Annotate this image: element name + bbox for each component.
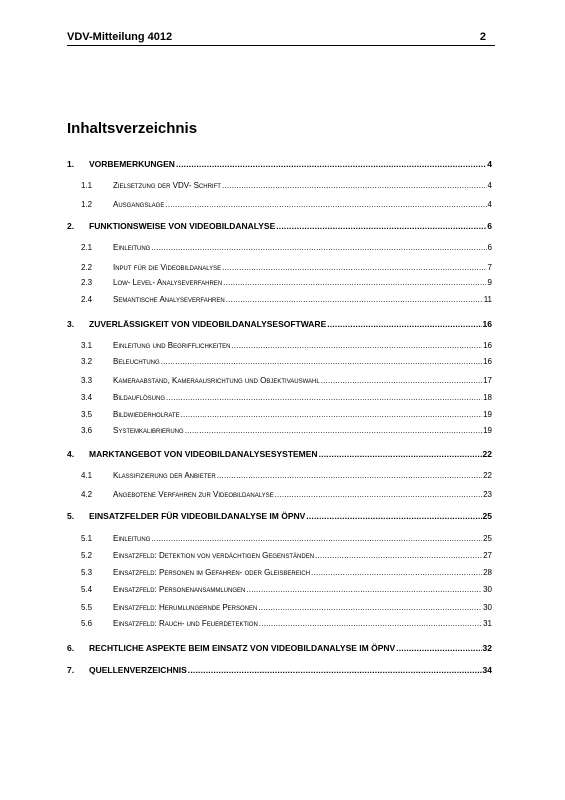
toc-entry-page: 16 (482, 319, 492, 329)
toc-entry-page: 18 (483, 393, 492, 402)
toc-entry[interactable] (67, 356, 492, 368)
toc-leader-dots (231, 340, 482, 352)
toc-leader-dots (275, 489, 483, 501)
toc-leader-dots (258, 602, 482, 614)
toc-entry-label: Semantische Analyseverfahren (113, 295, 225, 304)
toc-entry[interactable] (67, 567, 492, 579)
toc-entry-number: 1. (67, 159, 75, 169)
toc-entry-label: RECHTLICHE ASPEKTE BEIM EINSATZ VON VIDEOBILDANALYSE IM ÖPNV (89, 643, 396, 653)
toc-entry-line (89, 510, 492, 522)
toc-entry-label: ZUVERLÄSSIGKEIT VON VIDEOBILDANALYSESOFTWARE (89, 319, 327, 329)
toc-entry-page: 4 (487, 181, 492, 190)
toc-leader-dots (315, 550, 482, 562)
toc-entry[interactable] (67, 510, 492, 522)
toc-leader-dots (217, 470, 482, 482)
toc-entry[interactable] (67, 242, 492, 254)
toc-entry-number: 5.4 (81, 585, 93, 594)
toc-entry-page: 23 (483, 490, 492, 499)
toc-entry-line (113, 356, 492, 368)
toc-entry[interactable] (67, 533, 492, 545)
toc-entry-line (113, 242, 492, 254)
toc-entry-page: 11 (483, 295, 492, 304)
toc-entry-number: 5. (67, 511, 75, 521)
toc-entry-label: Bildwiederholrate (113, 410, 180, 419)
toc-entry-number: 3.5 (81, 410, 93, 419)
toc-entry-label: Einsatzfeld: Detektion von verdächtigen Gegenständen (113, 551, 315, 560)
toc-entry-number: 5.3 (81, 568, 93, 577)
toc-leader-dots (306, 510, 481, 522)
toc-entry-page: 28 (483, 568, 492, 577)
toc-leader-dots (165, 199, 486, 211)
toc-entry-label: Einleitung und Begrifflichkeiten (113, 341, 231, 350)
toc-entry-page: 7 (487, 263, 492, 272)
toc-leader-dots (246, 584, 482, 596)
toc-entry-number: 5.6 (81, 619, 93, 628)
toc-entry-number: 4. (67, 449, 75, 459)
toc-entry-line (113, 294, 492, 306)
toc-entry-line (113, 618, 492, 630)
toc-leader-dots (151, 533, 482, 545)
toc-entry-number: 3. (67, 319, 75, 329)
toc-leader-dots (222, 262, 486, 274)
toc-leader-dots (166, 392, 482, 404)
toc-entry[interactable] (67, 277, 492, 289)
toc-entry-number: 4.2 (81, 490, 93, 499)
toc-entry-line (89, 220, 492, 232)
toc-entry-line (113, 392, 492, 404)
toc-entry[interactable] (67, 584, 492, 596)
toc-entry[interactable] (67, 262, 492, 274)
toc-entry-line (89, 158, 492, 170)
toc-entry-line (113, 567, 492, 579)
toc-entry[interactable] (67, 448, 492, 460)
toc-entry-label: Einleitung (113, 534, 151, 543)
toc-entry[interactable] (67, 470, 492, 482)
toc-entry-label: Einsatzfeld: Herumlungernde Personen (113, 603, 258, 612)
toc-entry-line (113, 340, 492, 352)
toc-entry-page: 34 (482, 665, 492, 675)
toc-entry-line (113, 425, 492, 437)
toc-entry-line (89, 318, 492, 330)
toc-entry-label: Einsatzfeld: Personen im Gefahren- oder Gleisbereich (113, 568, 311, 577)
toc-entry-number: 3.3 (81, 376, 93, 385)
toc-entry-page: 4 (487, 159, 492, 169)
page-number: 2 (479, 31, 486, 43)
toc-entry[interactable] (67, 664, 492, 676)
toc-entry-number: 1.2 (81, 200, 93, 209)
toc-entry-page: 30 (483, 603, 492, 612)
toc-entry-label: Einleitung (113, 243, 151, 252)
toc-entry-number: 3.6 (81, 426, 93, 435)
toc-entry-label: Ausgangslage (113, 200, 165, 209)
toc-entry-number: 2.1 (81, 243, 93, 252)
toc-leader-dots (181, 409, 483, 421)
toc-entry-page: 31 (483, 619, 492, 628)
toc-leader-dots (185, 425, 482, 437)
toc-entry-line (113, 584, 492, 596)
toc-leader-dots (151, 242, 486, 254)
toc-entry-line (113, 375, 492, 387)
toc-entry-page: 19 (483, 426, 492, 435)
toc-entry[interactable] (67, 375, 492, 387)
toc-entry-number: 3.2 (81, 357, 93, 366)
toc-entry-line (113, 489, 492, 501)
page-header (67, 31, 495, 46)
toc-leader-dots (319, 448, 482, 460)
toc-entry-page: 6 (487, 221, 492, 231)
toc-entry[interactable] (67, 180, 492, 192)
toc-entry-line (113, 533, 492, 545)
toc-entry-label: MARKTANGEBOT VON VIDEOBILDANALYSESYSTEMEN (89, 449, 318, 459)
toc-entry-page: 9 (487, 278, 492, 287)
toc-entry[interactable] (67, 294, 492, 306)
toc-entry-label: FUNKTIONSWEISE VON VIDEOBILDANALYSE (89, 221, 276, 231)
toc-leader-dots (327, 318, 481, 330)
toc-leader-dots (176, 158, 486, 170)
toc-entry-label: Low- Level- Analyseverfahren (113, 278, 223, 287)
toc-entry[interactable] (67, 199, 492, 211)
toc-entry-line (113, 602, 492, 614)
toc-leader-dots (223, 277, 486, 289)
toc-entry-line (113, 262, 492, 274)
toc-entry[interactable] (67, 602, 492, 614)
toc-entry[interactable] (67, 489, 492, 501)
toc-entry[interactable] (67, 392, 492, 404)
toc-entry-page: 32 (482, 643, 492, 653)
toc-entry-page: 22 (482, 449, 492, 459)
toc-entry[interactable] (67, 158, 492, 170)
toc-entry-label: Input für die Videobildanalyse (113, 263, 222, 272)
document-title: VDV-Mitteilung 4012 (67, 31, 173, 43)
toc-entry[interactable] (67, 550, 492, 562)
toc-entry-line (89, 448, 492, 460)
toc-entry-number: 3.1 (81, 341, 93, 350)
toc-entry[interactable] (67, 340, 492, 352)
toc-entry-number: 2.2 (81, 263, 93, 272)
toc-entry-number: 1.1 (81, 181, 93, 190)
toc-entry-number: 4.1 (81, 471, 93, 480)
toc-entry-label: Zielsetzung der VDV- Schrift (113, 181, 221, 190)
toc-entry-page: 19 (483, 410, 492, 419)
toc-entry-line (113, 470, 492, 482)
toc-leader-dots (188, 664, 482, 676)
toc-entry[interactable] (67, 409, 492, 421)
toc-entry-page: 17 (483, 376, 492, 385)
toc-entry-page: 27 (483, 551, 492, 560)
toc-entry[interactable] (67, 220, 492, 232)
toc-entry-label: Klassifizierung der Anbieter (113, 471, 216, 480)
toc-entry[interactable] (67, 618, 492, 630)
toc-leader-dots (396, 642, 481, 654)
toc-entry-page: 16 (483, 341, 492, 350)
toc-entry-number: 5.2 (81, 551, 93, 560)
toc-entry-label: VORBEMERKUNGEN (89, 159, 175, 169)
toc-entry-page: 22 (483, 471, 492, 480)
toc-entry-label: EINSATZFELDER FÜR VIDEOBILDANALYSE IM ÖPNV (89, 511, 306, 521)
toc-entry-page: 30 (483, 585, 492, 594)
toc-entry-line (89, 642, 492, 654)
toc-entry-label: Einsatzfeld: Personenansammlungen (113, 585, 246, 594)
toc-entry-label: Angebotene Verfahren zur Videobildanalyse (113, 490, 274, 499)
toc-entry-line (113, 180, 492, 192)
toc-entry-number: 3.4 (81, 393, 93, 402)
toc-leader-dots (222, 180, 487, 192)
toc-entry-label: QUELLENVERZEICHNIS (89, 665, 187, 675)
toc-entry[interactable] (67, 425, 492, 437)
toc-entry-page: 4 (487, 200, 492, 209)
toc-leader-dots (161, 356, 482, 368)
toc-entry-label: Bildauflösung (113, 393, 166, 402)
toc-entry-number: 7. (67, 665, 75, 675)
toc-entry-line (89, 664, 492, 676)
toc-entry-page: 25 (482, 511, 492, 521)
toc-entry-number: 5.1 (81, 534, 93, 543)
toc-leader-dots (321, 375, 482, 387)
toc-leader-dots (276, 220, 486, 232)
toc-leader-dots (311, 567, 482, 579)
toc-entry-line (113, 277, 492, 289)
toc-entry-line (113, 409, 492, 421)
toc-entry-number: 2.4 (81, 295, 93, 304)
toc-entry-number: 6. (67, 643, 75, 653)
toc-entry-label: Einsatzfeld: Rauch- und Feuerdetektion (113, 619, 258, 628)
toc-entry-page: 6 (487, 243, 492, 252)
toc-entry-number: 2. (67, 221, 75, 231)
toc-entry[interactable] (67, 318, 492, 330)
toc-entry-label: Systemkalibrierung (113, 426, 184, 435)
toc-entry-page: 25 (483, 534, 492, 543)
toc-entry-number: 2.3 (81, 278, 93, 287)
toc-entry-page: 16 (483, 357, 492, 366)
toc-leader-dots (226, 294, 483, 306)
toc-entry-label: Kameraabstand, Kameraausrichtung und Objektivauswahl (113, 376, 320, 385)
toc-entry[interactable] (67, 642, 492, 654)
toc-leader-dots (259, 618, 482, 630)
toc-entry-number: 5.5 (81, 603, 93, 612)
toc-title: Inhaltsverzeichnis (67, 120, 198, 137)
toc-entry-line (113, 550, 492, 562)
toc-entry-label: Beleuchtung (113, 357, 160, 366)
toc-entry-line (113, 199, 492, 211)
